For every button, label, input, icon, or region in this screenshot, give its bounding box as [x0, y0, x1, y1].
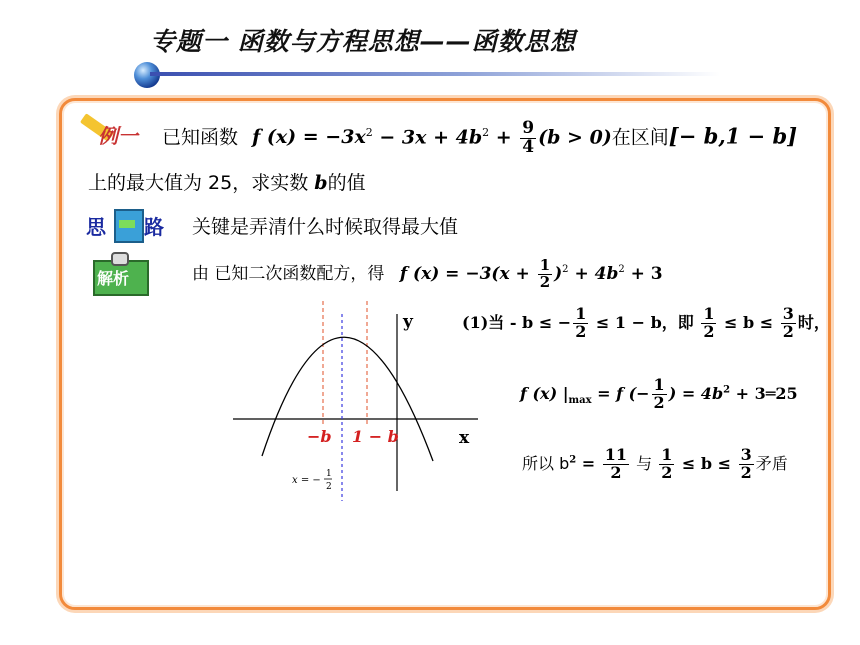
exp: 2: [365, 126, 373, 140]
frac-num: 1: [703, 304, 715, 323]
case1-c: ≤ b ≤: [718, 312, 779, 332]
so-d: ≤ b ≤: [676, 453, 737, 473]
so-b: =: [576, 453, 601, 473]
title-underline: [150, 72, 720, 76]
fraction: [603, 447, 629, 482]
example-badge: 例一: [98, 124, 138, 148]
so-e: 矛盾: [755, 453, 788, 473]
frac-num: 1: [575, 304, 587, 323]
y-axis-label: y: [403, 312, 413, 332]
vertex-form-a: f (x) = −3(x +: [399, 263, 536, 284]
problem-intro: 已知函数: [162, 126, 239, 149]
solution-badge: 解析: [97, 269, 130, 288]
label-neg-b: −b: [307, 427, 332, 446]
so-a: 所以 b: [522, 453, 570, 473]
case1-b: ≤ 1 − b，即: [590, 312, 700, 332]
frac-den: 2: [661, 462, 673, 482]
frac-num: 1: [539, 256, 551, 274]
idea-text: 关键是弄清什么时候取得最大值: [192, 216, 459, 238]
case1-d: 时，: [797, 312, 830, 332]
var-b: b: [314, 172, 328, 194]
frac-num: 3: [740, 445, 752, 464]
problem-line-1: [162, 120, 797, 157]
parabola-graph: [228, 296, 488, 506]
conclusion-line: [522, 447, 788, 482]
idea-badge-left: 思: [86, 215, 106, 239]
max-d: + 3═25: [730, 383, 798, 403]
interval-text: 在区间: [611, 126, 669, 149]
slide-title: 专题一 函数与方程思想——函数思想: [150, 27, 576, 56]
so-c: 与: [631, 453, 658, 473]
fraction: [781, 306, 796, 341]
max-c: ) = 4b: [668, 383, 724, 403]
exp: 2: [618, 264, 625, 276]
problem-line2-c: 的值: [327, 172, 366, 194]
frac-den: 2: [653, 392, 665, 412]
axis-eq-prefix: x = −: [292, 475, 321, 486]
frac-num: 11: [604, 445, 628, 464]
frac-den: 2: [703, 321, 715, 341]
clipboard-icon: [93, 250, 147, 294]
max-sub: max: [568, 394, 592, 406]
fraction-9-4: [520, 120, 536, 157]
exp: 2: [569, 454, 577, 466]
max-b: = f (−: [591, 383, 650, 403]
axis-eq-den: 2: [326, 482, 332, 492]
idea-badge-right: 路: [144, 215, 164, 239]
exp: 2: [562, 264, 569, 276]
fraction: [573, 306, 588, 341]
frac-den: 2: [782, 321, 794, 341]
arrow-shape: [119, 220, 135, 228]
case1-a: (1)当 - b ≤ −: [462, 312, 572, 332]
frac-den: 4: [522, 136, 535, 157]
frac-num: 1: [661, 445, 673, 464]
function-mid: − 3x + 4b: [372, 126, 483, 149]
solution-intro: 由 已知二次函数配方，得: [192, 263, 385, 284]
problem-line-2: [88, 168, 366, 195]
frac-den: 2: [740, 462, 752, 482]
frac-den: 2: [575, 321, 587, 341]
exp: 2: [482, 126, 490, 140]
frac-num: 1: [653, 375, 665, 394]
condition: (b > 0): [538, 126, 612, 149]
x-axis-label: x: [459, 428, 470, 448]
fraction-half: [538, 258, 552, 291]
pencil-icon: [80, 118, 148, 152]
vertex-form-c: + 4b: [568, 263, 619, 284]
fraction: [739, 447, 754, 482]
solution-line: [192, 258, 663, 291]
frac-num: 3: [782, 304, 794, 323]
frac-den: 2: [610, 462, 622, 482]
max-value-line: [520, 377, 798, 412]
case-1-line: [462, 306, 830, 341]
clipboard-clip: [111, 252, 129, 266]
parabola-curve: [262, 337, 433, 461]
problem-line2-a: 上的最大值为 25，求实数: [88, 172, 315, 194]
plus: +: [489, 126, 519, 149]
fraction: [652, 377, 667, 412]
interval: [− b,1 − b]: [668, 123, 798, 149]
axis-eq-num: 1: [326, 469, 332, 479]
frac-num: 9: [522, 118, 535, 138]
frac-den: 2: [539, 272, 551, 291]
max-a: f (x) |: [520, 383, 569, 403]
vertex-form-b: ): [554, 263, 563, 284]
function-lhs: f (x) = −3x: [252, 126, 366, 149]
exp: 2: [723, 384, 731, 396]
vertex-form-d: + 3: [624, 263, 663, 284]
fraction: [701, 306, 716, 341]
fraction: [659, 447, 674, 482]
label-one-minus-b: 1 − b: [352, 427, 399, 446]
